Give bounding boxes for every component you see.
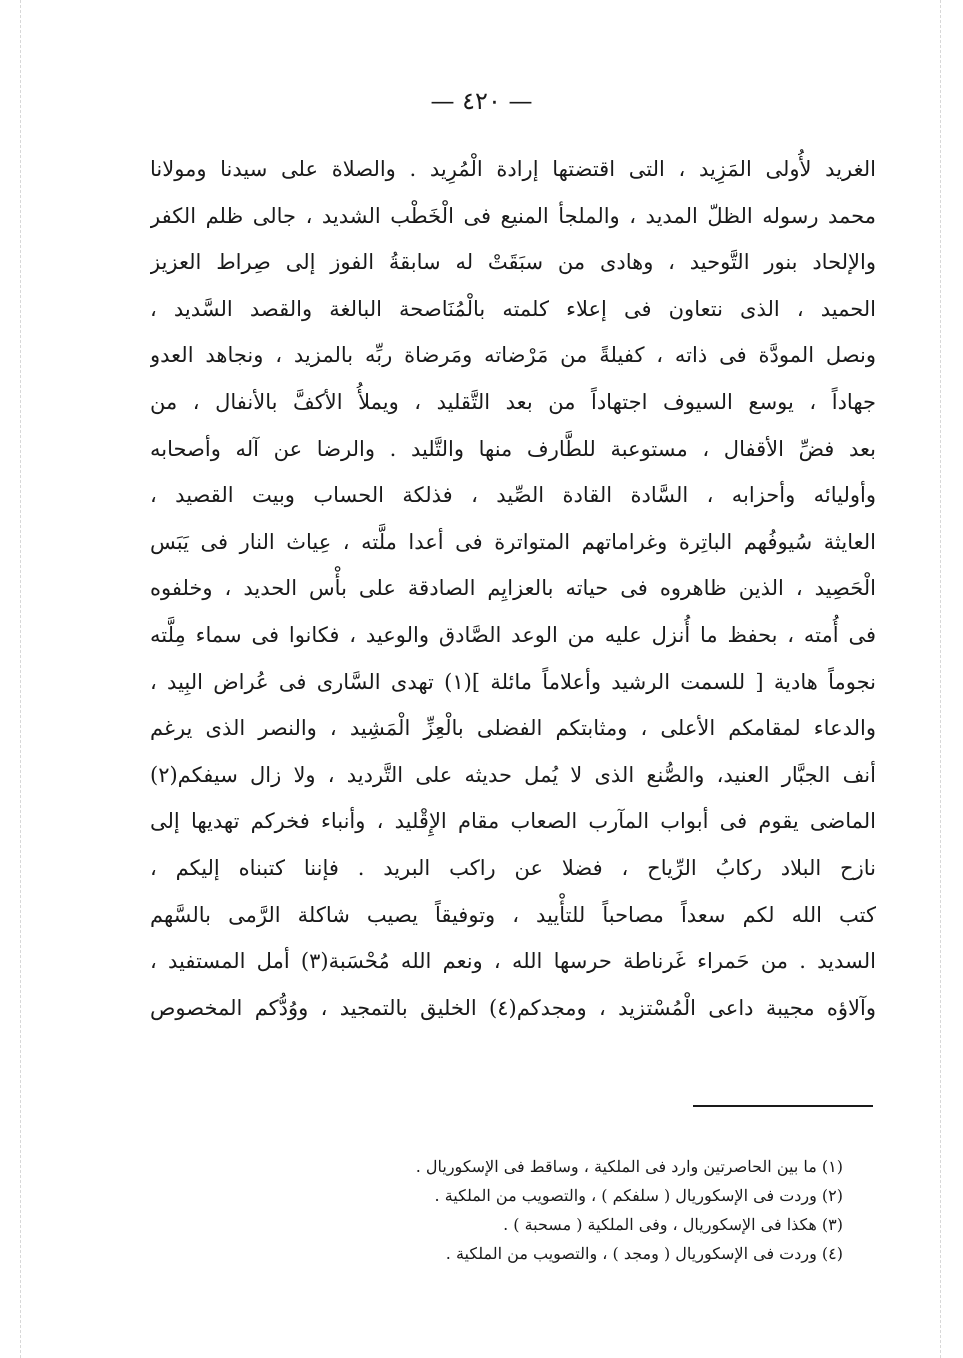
body-line: أنف الجبَّار العنيد، والصُّنع الذى لا يُمل حديثه على التَّرديد ، ولا زال سيفكم(٢) — [150, 762, 876, 787]
body-line: السديد . من حَمراء غَرناطة حرسها الله ، ونعم الله مُحْسَبة(٣) أمل المستفيد ، — [150, 949, 876, 974]
body-line: وأوليائه وأحزابه ، السَّادة القادة الصِّيد ، فذلكة الحساب وبيت القصيد ، — [150, 483, 876, 508]
footnotes — [300, 1152, 843, 1268]
body-line: الحميد ، الذى نتعاون فى إعلاء كلمته بالْمُنَاصحة البالغة والقصد السَّديد ، — [150, 296, 876, 321]
footnote: (٣) هكذا فى الإسكوريال ، وفى الملكية ( مسحبة ) . — [503, 1215, 843, 1234]
body-line: جهاداً ، يوسع السيوف اجتهاداً من بعد التَّقليد ، ويملأُ الأكفَّ بالأنفال ، من — [150, 389, 876, 414]
body-line: كتب الله لكم سعداً مصاحباً للتأْييد ، وتوفيقاً يصيب شاكلة الرَّمى بالسَّهم — [150, 902, 876, 927]
body-line: نجوماً هادية [ للسمت الرشيد وأعلاماً مائلة ](١) تهدى السَّارى فى عُراض البِيد ، — [150, 669, 876, 694]
body-line: والدعاء لمقامكم الأعلى ، ومثابتكم الفضلى بالْعِزِّ الْمَشِيد ، والنصر الذى يرغم — [150, 716, 876, 741]
body-line: العايثة سُيوفُهم الباتِرة وغراماتهم المتواترة فى أعدا ملَّته ، عِياث النار فى يَبَس — [150, 529, 876, 554]
body-line: فى أُمته ، بحفظ ما أُنزل عليه من الوعد الصَّادق والوعيد ، فكانوا فى سماء مِلَّته — [150, 622, 876, 647]
footnote-separator — [693, 1105, 873, 1107]
body-line: والإلحاد بنور التَّوحيد ، وهادى من سبَقَتْ له سابقةُ الفوز إلى صِراط العزيز — [150, 250, 876, 275]
body-line: الْحَصِيد ، الذين ظاهروه فى حياته بالعزايِم الصادقة على بأْس الحديد ، وخلفوه — [150, 576, 876, 601]
body-text — [150, 146, 876, 1031]
body-line: بعد فضِّ الأقفال ، مستوعبة للطَّارف منها والتَّليد . والرضا عن آله وأصحابه — [150, 436, 876, 461]
body-line: ونصل المودَّة فى ذاته ، كفيلةً من مَرْضاته ومَرضاة ربِّه بالمزيد ، ونجاهد العدو — [150, 343, 876, 368]
scan-edge-right — [940, 0, 941, 1358]
body-line: وآلاؤه مجيبة داعى الْمُسْتزيد ، ومجدكم(٤) الخليق بالتمجيد ، ووُدُّكم المخصوص — [150, 995, 876, 1020]
body-line: محمد رسوله الظلّ المديد ، والملجأ المنيع فى الْخَطْب الشديد ، جالى ظلم الكفر — [150, 203, 876, 228]
footnote: (١) ما بين الحاصرتين وارد فى الملكية ، وساقط فى الإسكوريال . — [415, 1157, 843, 1176]
footnote: (٢) وردت فى الإسكوريال ( سلفكم ) ، والتصويب من الملكية . — [434, 1186, 843, 1205]
scan-edge-left — [20, 0, 21, 1358]
body-line: الغريد لأُولى المَزِيد ، التى اقتضتها إرادة الْمُرِيد . والصلاة على سيدنا ومولانا — [150, 157, 876, 181]
footnote: (٤) وردت فى الإسكوريال ( ومجد ) ، والتصويب من الملكية . — [445, 1244, 843, 1263]
page-number: — ٤٢٠ — — [430, 87, 533, 115]
body-line: الماضى يقوم فى أبواب المآرب الصعاب مقام الإِقْليد ، وأنباء فخركم تهديها إلى — [150, 809, 876, 834]
body-line: نازح البلاد ركابُ الرِّياح ، فضلا عن راكب البريد . فإننا كتبناه إليكم ، — [150, 855, 876, 880]
